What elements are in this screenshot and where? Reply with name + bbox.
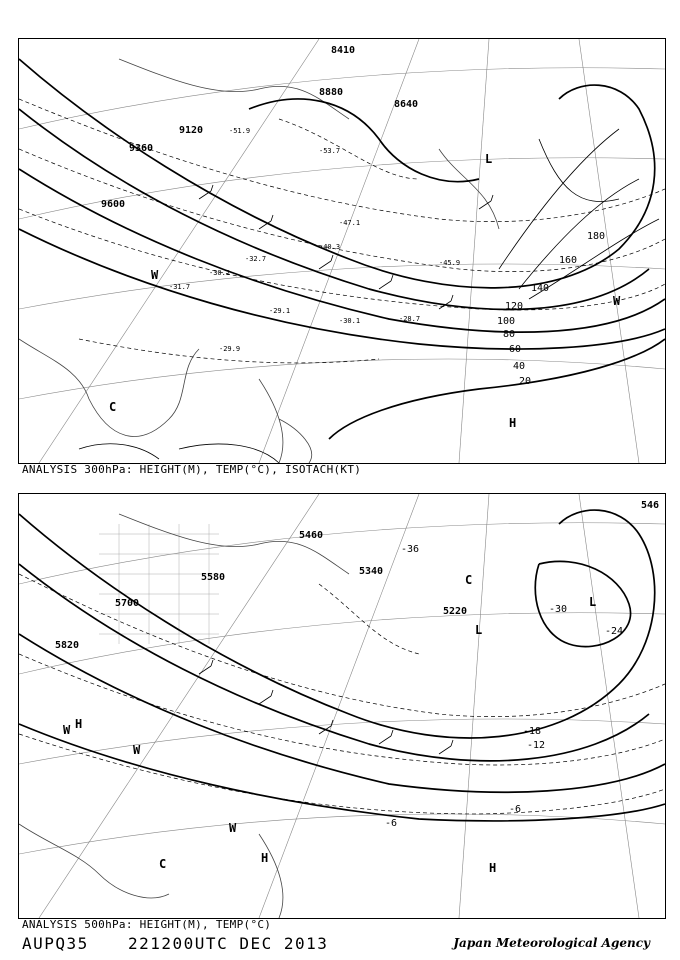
temp-label: -18	[523, 726, 542, 737]
height-label: 5820	[55, 640, 80, 651]
height-contours	[19, 59, 665, 439]
temp-label: -36	[401, 544, 420, 555]
isotach-label: 100	[497, 316, 516, 327]
chart-500hpa	[18, 493, 666, 919]
height-label: 5700	[115, 598, 140, 609]
isotach-label: 180	[587, 231, 606, 242]
panel-caption-300hpa: ANALYSIS 300hPa: HEIGHT(M), TEMP(°C), ISOTACH(KT)	[22, 463, 362, 476]
graticule	[19, 494, 665, 918]
isotach-label: 160	[559, 255, 578, 266]
high-center: H	[75, 717, 83, 731]
coastline	[19, 514, 349, 918]
cold-center: C	[465, 573, 473, 587]
valid-time: 221200UTC DEC 2013	[128, 934, 329, 953]
temp-label: -30.1	[339, 317, 361, 325]
height-label: 8880	[319, 87, 344, 98]
map-500hpa	[19, 494, 665, 918]
temp-label: -6	[385, 818, 398, 829]
temp-label: -47.1	[339, 219, 361, 227]
warm-center: W	[229, 821, 237, 835]
low-center: L	[589, 595, 597, 609]
temp-label: -31.7	[169, 283, 191, 291]
isotach-label: 20	[519, 376, 532, 387]
high-center: H	[509, 416, 517, 430]
map-300hpa	[19, 39, 665, 463]
isotachs	[79, 129, 659, 463]
temp-label: -29.9	[219, 345, 241, 353]
height-label: 9120	[179, 125, 204, 136]
isotach-label: 40	[513, 361, 526, 372]
temperature-labels	[169, 127, 460, 353]
temp-label: -28.7	[399, 315, 421, 323]
height-label: 546	[641, 500, 660, 511]
warm-center: W	[613, 294, 621, 308]
height-contours	[19, 510, 665, 821]
isotach-label: 60	[509, 344, 522, 355]
warm-center: W	[151, 268, 159, 282]
height-label: 8410	[331, 45, 356, 56]
warm-center: W	[63, 723, 71, 737]
cold-center: C	[109, 400, 117, 414]
temp-label: -45.9	[439, 259, 461, 267]
high-center: H	[489, 861, 497, 875]
temp-label: -30	[549, 604, 568, 615]
temp-label: -40.3	[319, 243, 341, 251]
height-label: 5220	[443, 606, 468, 617]
temp-label: -32.7	[245, 255, 267, 263]
isotherms	[19, 574, 665, 814]
temp-label: -12	[527, 740, 546, 751]
height-label: 5460	[299, 530, 324, 541]
temp-label: -51.9	[229, 127, 251, 135]
height-labels	[101, 45, 418, 210]
height-label: 5340	[359, 566, 384, 577]
temp-label: -24	[605, 626, 624, 637]
isotach-labels	[497, 231, 605, 387]
agency-name: Japan Meteorological Agency	[453, 936, 650, 950]
isotach-label: 140	[531, 283, 550, 294]
height-label: 8640	[394, 99, 419, 110]
height-label: 5580	[201, 572, 226, 583]
cold-center: C	[159, 857, 167, 871]
isotach-label: 120	[505, 301, 524, 312]
panel-caption-500hpa: ANALYSIS 500hPa: HEIGHT(M), TEMP(°C)	[22, 918, 272, 931]
height-label: 9360	[129, 143, 154, 154]
pressure-centers	[63, 573, 596, 875]
low-center: L	[475, 623, 483, 637]
low-center: L	[485, 152, 493, 166]
temp-label: -29.1	[269, 307, 291, 315]
chart-code: AUPQ35	[22, 934, 89, 953]
high-center: H	[261, 851, 269, 865]
chart-300hpa	[18, 38, 666, 464]
warm-center: W	[133, 743, 141, 757]
temp-label: -53.7	[319, 147, 341, 155]
temp-label: -30.2	[209, 269, 231, 277]
height-label: 9600	[101, 199, 126, 210]
isotach-label: 80	[503, 329, 516, 340]
temp-label: -6	[509, 804, 522, 815]
